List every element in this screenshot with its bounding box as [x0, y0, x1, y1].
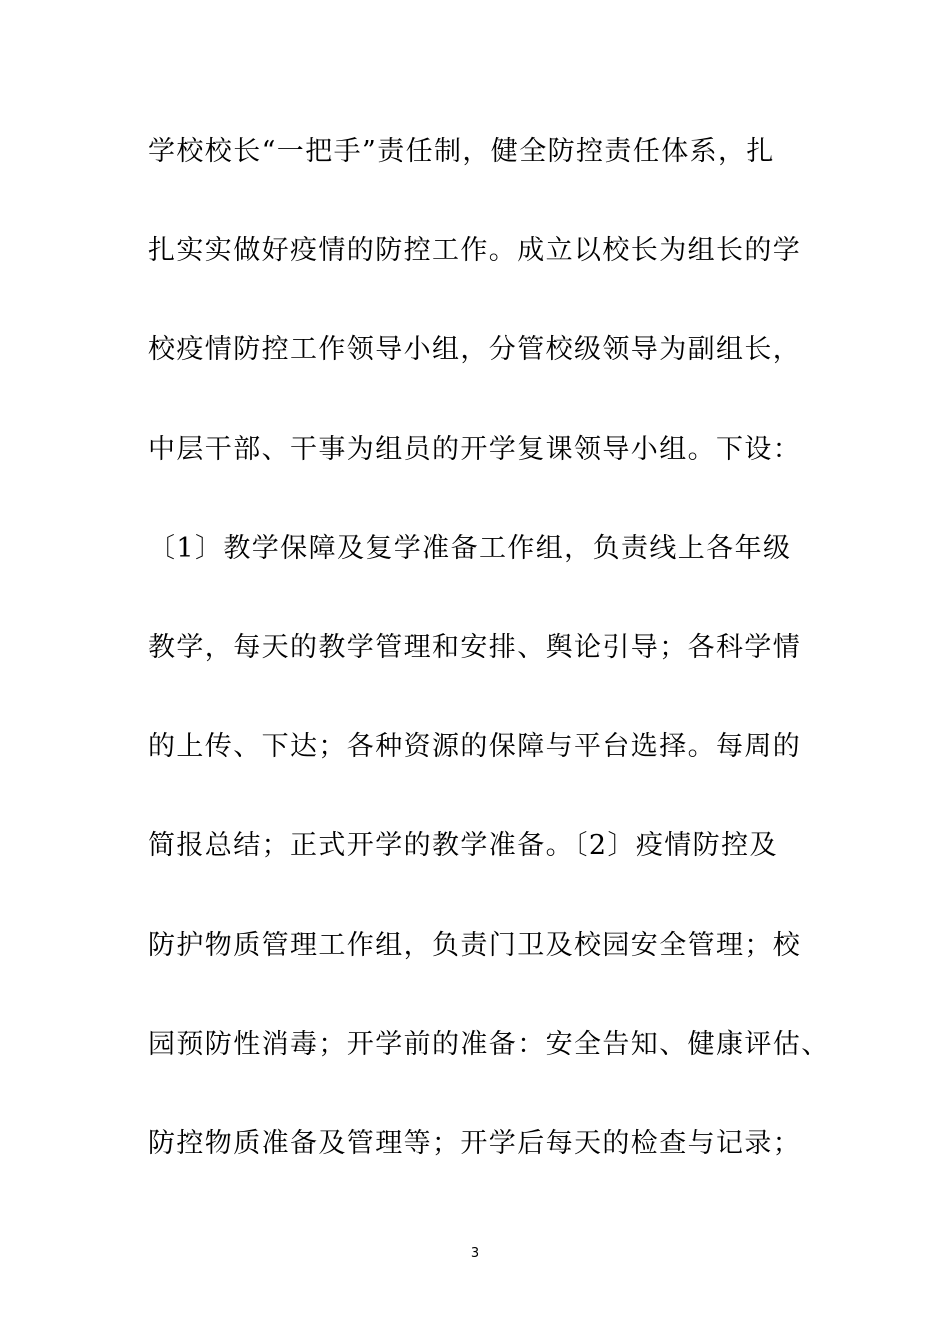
text-line-10: 园预防性消毒；开学前的准备：安全告知、健康评估、	[148, 1028, 830, 1060]
page-number: 3	[470, 1246, 480, 1261]
text-line-7: 的上传、下达；各种资源的保障与平台选择。每周的	[148, 731, 802, 763]
text-line-5: 〔1〕教学保障及复学准备工作组，负责线上各年级	[148, 532, 792, 564]
text-line-9: 防护物质管理工作组，负责门卫及校园安全管理；校	[148, 929, 802, 961]
body-paragraph	[148, 126, 838, 1217]
text-line-2: 扎实实做好疫情的防控工作。成立以校长为组长的学	[148, 235, 802, 267]
text-line-8: 简报总结；正式开学的教学准备。〔2〕疫情防控及	[148, 830, 778, 862]
text-line-1: 学校校长“一把手”责任制，健全防控责任体系，扎	[148, 136, 775, 167]
text-line-11: 防控物质准备及管理等；开学后每天的检查与记录；	[148, 1127, 802, 1159]
text-line-4: 中层干部、干事为组员的开学复课领导小组。下设：	[148, 433, 802, 465]
text-line-6: 教学，每天的教学管理和安排、舆论引导；各科学情	[148, 631, 802, 663]
text-line-3: 校疫情防控工作领导小组，分管校级领导为副组长，	[148, 334, 802, 366]
